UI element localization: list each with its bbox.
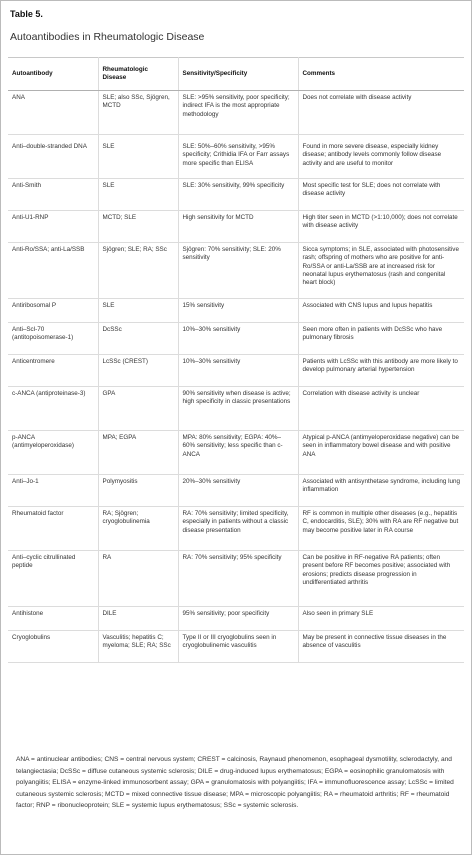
cell-sensitivity: High sensitivity for MCTD	[178, 211, 298, 243]
table-row	[8, 179, 464, 211]
cell-sensitivity: SLE: 30% sensitivity, 99% specificity	[178, 179, 298, 211]
cell-sensitivity: 10%–30% sensitivity	[178, 323, 298, 355]
cell-sensitivity: 95% sensitivity; poor specificity	[178, 607, 298, 631]
cell-disease: MPA; EGPA	[98, 431, 178, 475]
table-row	[8, 607, 464, 631]
cell-autoantibody: c-ANCA (antiproteinase-3)	[8, 387, 98, 431]
cell-sensitivity: 10%–30% sensitivity	[178, 355, 298, 387]
table-label: Table 5.	[10, 9, 43, 19]
cell-sensitivity: Sjögren: 70% sensitivity; SLE: 20% sensitivity	[178, 243, 298, 299]
table-row	[8, 91, 464, 135]
cell-sensitivity: SLE: 50%–60% sensitivity, >95% specificity; Crithidia IFA or Farr assays more specific than ELISA	[178, 135, 298, 179]
cell-autoantibody: Anti–Scl-70 (antitopoisomerase-1)	[8, 323, 98, 355]
table-row	[8, 387, 464, 431]
cell-autoantibody: Anti–double-stranded DNA	[8, 135, 98, 179]
autoantibody-table	[8, 57, 464, 663]
table-row	[8, 243, 464, 299]
cell-autoantibody: Anti-Smith	[8, 179, 98, 211]
table-header-row	[8, 58, 464, 91]
table-title: Autoantibodies in Rheumatologic Disease	[10, 31, 205, 43]
table-container	[8, 57, 464, 663]
cell-disease: MCTD; SLE	[98, 211, 178, 243]
cell-autoantibody: Anti-Ro/SSA; anti-La/SSB	[8, 243, 98, 299]
cell-comments: Associated with antisynthetase syndrome, including lung inflammation	[298, 475, 464, 507]
cell-comments: Seen more often in patients with DcSSc who have pulmonary fibrosis	[298, 323, 464, 355]
cell-autoantibody: Cryoglobulins	[8, 631, 98, 663]
cell-comments: Sicca symptoms; in SLE, associated with photosensitive rash; offspring of mothers who are positive for anti-Ro/SSA or anti-La/SSB are at increased risk for neonatal lupus erythematosus (rash and congenital heart block)	[298, 243, 464, 299]
table-row	[8, 475, 464, 507]
table-row	[8, 135, 464, 179]
cell-autoantibody: p-ANCA (antimyeloperoxidase)	[8, 431, 98, 475]
table-row	[8, 355, 464, 387]
abbreviation-footnote: ANA = antinuclear antibodies; CNS = central nervous system; CREST = calcinosis, Raynaud phenomenon, esophageal dysmotility, sclerodactyly, and telangiectasia; DcSSc = diffuse cutaneous systemic sclerosis; DILE = drug-induced lupus erythematosus; EGPA = eosinophilic granulomatosis with polyangiitis; ELISA = enzyme-linked immunosorbent assay; GPA = granulomatosis with polyangiitis; IFA = immunofluorescence assay; LcSSc = limited cutaneous systemic sclerosis; MCTD = mixed connective tissue disease; MPA = microscopic polyangiitis; RA = rheumatoid arthritis; RF = rheumatoid factor; RNP = ribonucleoprotein; SLE = systemic lupus erythematosus; SSc = systemic sclerosis.	[16, 756, 454, 810]
cell-autoantibody: Antihistone	[8, 607, 98, 631]
cell-comments: Found in more severe disease, especially kidney disease; antibody levels commonly follow disease activity and are useful to monitor	[298, 135, 464, 179]
cell-comments: Does not correlate with disease activity	[298, 91, 464, 135]
cell-disease: DILE	[98, 607, 178, 631]
table-row	[8, 631, 464, 663]
table-body	[8, 91, 464, 663]
cell-comments: Can be positive in RF-negative RA patients; often present before RF becomes positive; associated with erosions; predicts disease progression in undifferentiated arthritis	[298, 551, 464, 607]
cell-autoantibody: Anticentromere	[8, 355, 98, 387]
header-sensitivity: Sensitivity/Specificity	[178, 58, 298, 91]
cell-autoantibody: Antiribosomal P	[8, 299, 98, 323]
cell-comments: High titer seen in MCTD (>1:10,000); does not correlate with disease activity	[298, 211, 464, 243]
cell-autoantibody: ANA	[8, 91, 98, 135]
header-disease: Rheumatologic Disease	[98, 58, 178, 91]
cell-disease: Vasculitis; hepatitis C; myeloma; SLE; RA; SSc	[98, 631, 178, 663]
cell-disease: RA	[98, 551, 178, 607]
table-row	[8, 323, 464, 355]
cell-comments: Atypical p-ANCA (antimyeloperoxidase negative) can be seen in inflammatory bowel disease and with positive ANA	[298, 431, 464, 475]
cell-comments: Most specific test for SLE; does not correlate with disease activity	[298, 179, 464, 211]
cell-comments: Patients with LcSSc with this antibody are more likely to develop pulmonary arterial hypertension	[298, 355, 464, 387]
table-row	[8, 507, 464, 551]
cell-comments: Associated with CNS lupus and lupus hepatitis	[298, 299, 464, 323]
cell-sensitivity: 15% sensitivity	[178, 299, 298, 323]
table-row	[8, 431, 464, 475]
cell-sensitivity: 20%–30% sensitivity	[178, 475, 298, 507]
cell-comments: RF is common in multiple other diseases (e.g., hepatitis C, endocarditis, SLE); 30% with RA are RF negative but may become positive later in RA course	[298, 507, 464, 551]
cell-autoantibody: Rheumatoid factor	[8, 507, 98, 551]
cell-disease: Sjögren; SLE; RA; SSc	[98, 243, 178, 299]
table-row	[8, 299, 464, 323]
cell-autoantibody: Anti–Jo-1	[8, 475, 98, 507]
cell-disease: SLE	[98, 179, 178, 211]
cell-sensitivity: RA: 70% sensitivity; limited specificity, especially in patients without a classic disease presentation	[178, 507, 298, 551]
cell-comments: May be present in connective tissue diseases in the absence of vasculitis	[298, 631, 464, 663]
cell-disease: GPA	[98, 387, 178, 431]
cell-disease: Polymyositis	[98, 475, 178, 507]
cell-sensitivity: SLE: >95% sensitivity, poor specificity; indirect IFA is the most appropriate methodology	[178, 91, 298, 135]
cell-sensitivity: RA: 70% sensitivity; 95% specificity	[178, 551, 298, 607]
table-row	[8, 551, 464, 607]
header-comments: Comments	[298, 58, 464, 91]
cell-sensitivity: MPA: 80% sensitivity; EGPA: 40%–60% sensitivity; less specific than c-ANCA	[178, 431, 298, 475]
cell-sensitivity: 90% sensitivity when disease is active; high specificity in classic presentations	[178, 387, 298, 431]
header-autoantibody: Autoantibody	[8, 58, 98, 91]
cell-comments: Also seen in primary SLE	[298, 607, 464, 631]
cell-disease: SLE	[98, 299, 178, 323]
cell-disease: DcSSc	[98, 323, 178, 355]
table-row	[8, 211, 464, 243]
cell-sensitivity: Type II or III cryoglobulins seen in cryoglobulinemic vasculitis	[178, 631, 298, 663]
cell-autoantibody: Anti-U1-RNP	[8, 211, 98, 243]
cell-autoantibody: Anti–cyclic citrullinated peptide	[8, 551, 98, 607]
cell-disease: RA; Sjögren; cryoglobulinemia	[98, 507, 178, 551]
cell-comments: Correlation with disease activity is unclear	[298, 387, 464, 431]
cell-disease: SLE	[98, 135, 178, 179]
cell-disease: SLE; also SSc, Sjögren, MCTD	[98, 91, 178, 135]
cell-disease: LcSSc (CREST)	[98, 355, 178, 387]
